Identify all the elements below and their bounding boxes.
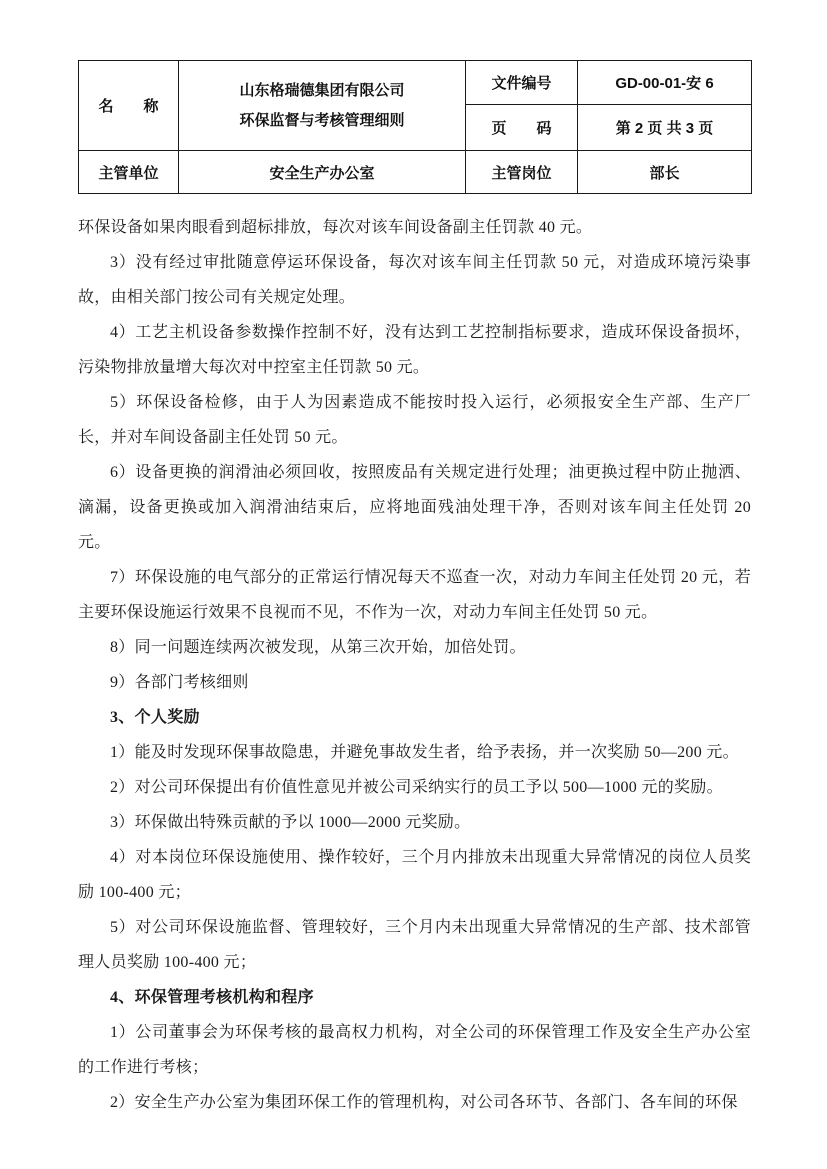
post-label: 主管岗位 [491,164,552,182]
document-body [78,193,751,1120]
doc-no-label-cell [466,61,578,105]
doc-no-label: 文件编号 [491,75,552,92]
name-value-cell [179,61,466,151]
paragraph: 1）能及时发现环保事故隐患，并避免事故发生者，给予表扬，并一次奖励 50—200 元。 [110,744,739,761]
unit-value: 安全生产办公室 [269,164,375,182]
paragraph: 3）没有经过审批随意停运环保设备，每次对该车间主任罚款 50 元，对造成环境污染事故，由相关部门按公司有关规定处理。 [78,254,751,306]
doc-no-value: GD-00-01-安 6 [615,75,714,92]
name-label: 名 称 [98,98,159,115]
post-label-cell [466,151,578,194]
doc-no-value-cell [578,61,752,105]
paragraph: 4）工艺主机设备参数操作控制不好，没有达到工艺控制指标要求，造成环保设备损坏，污染物排放量增大每次对中控室主任罚款 50 元。 [78,324,751,376]
paragraph: 7）环保设施的电气部分的正常运行情况每天不巡查一次，对动力车间主任处罚 20 元，若主要环保设施运行效果不良视而不见，不作为一次，对动力车间主任处罚 50 元。 [78,569,751,621]
paragraph: 1）公司董事会为环保考核的最高权力机构，对全公司的环保管理工作及安全生产办公室的工作进行考核； [78,1024,751,1076]
paragraph: 2）安全生产办公室为集团环保工作的管理机构，对公司各环节、各部门、各车间的环保 [110,1094,738,1111]
paragraph: 3、个人奖励 [110,709,200,726]
paragraph: 9）各部门考核细则 [110,674,249,691]
page-label-cell [466,105,578,151]
page-label: 页 码 [491,120,552,137]
paragraph: 5）环保设备检修，由于人为因素造成不能按时投入运行，必须报安全生产部、生产厂长，并对车间设备副主任处罚 50 元。 [78,394,751,446]
document-title-line1: 山东格瑞德集团有限公司 [239,81,405,99]
paragraph: 3）环保做出特殊贡献的予以 1000—2000 元奖励。 [110,814,471,831]
paragraph: 4、环保管理考核机构和程序 [110,989,314,1006]
document-title-line2: 环保监督与考核管理细则 [239,111,405,129]
unit-value-cell [179,151,466,194]
paragraph: 4）对本岗位环保设施使用、操作较好，三个月内排放未出现重大异常情况的岗位人员奖励 100-400 元； [78,849,751,901]
paragraph: 5）对公司环保设施监督、管理较好，三个月内未出现重大异常情况的生产部、技术部管理人员奖励 100-400 元； [78,919,751,971]
unit-label-cell [79,151,179,194]
paragraph: 8）同一问题连续两次被发现，从第三次开始，加倍处罚。 [110,639,526,656]
header-table [78,60,752,194]
post-value: 部长 [649,164,680,182]
unit-label: 主管单位 [98,164,159,182]
page-value-cell [578,105,752,151]
post-value-cell [578,151,752,194]
paragraph: 6）设备更换的润滑油必须回收，按照废品有关规定进行处理；油更换过程中防止抛洒、滴漏，设备更换或加入润滑油结束后，应将地面残油处理干净，否则对该车间主任处罚 20 元。 [78,464,751,551]
paragraph: 2）对公司环保提出有价值性意见并被公司采纳实行的员工予以 500—1000 元的奖励。 [110,779,723,796]
name-label-cell [79,61,179,151]
page-number: 第 2 页 共 3 页 [615,120,714,137]
paragraph: 环保设备如果肉眼看到超标排放，每次对该车间设备副主任罚款 40 元。 [78,219,593,236]
